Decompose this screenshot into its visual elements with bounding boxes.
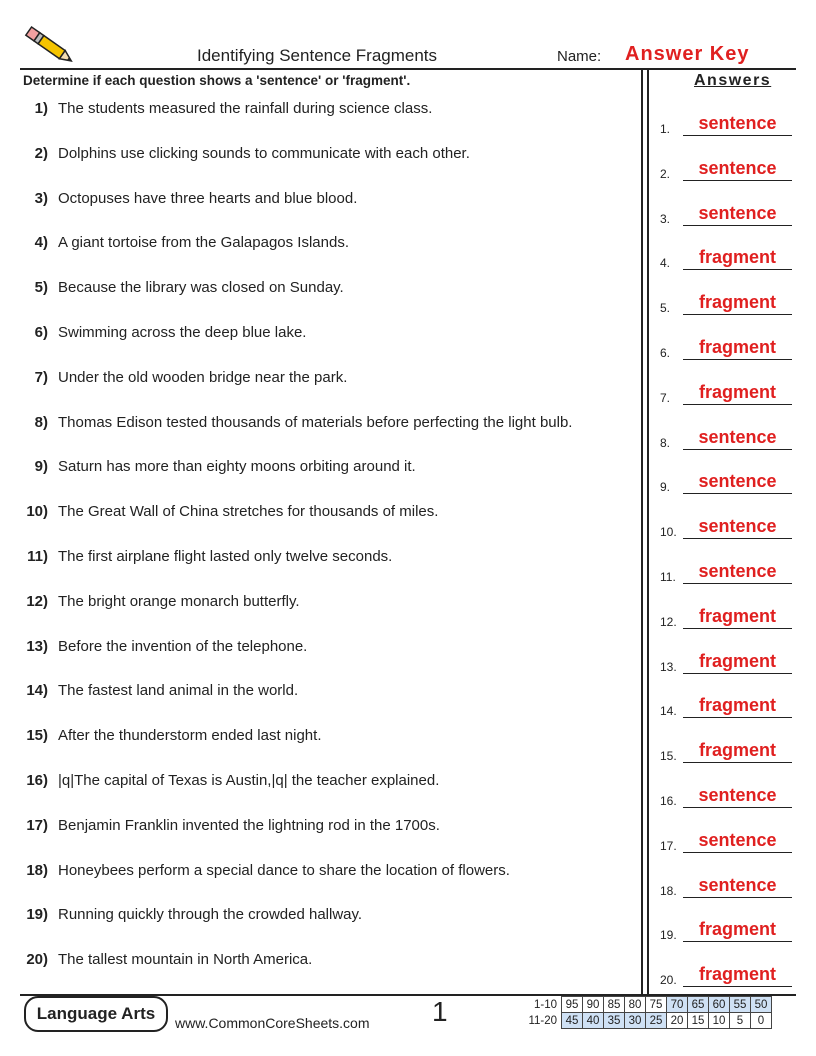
answer-number: 6. [660, 346, 671, 360]
answer-blank-line [683, 135, 792, 136]
pencil-icon [20, 22, 80, 70]
column-divider-right [647, 68, 649, 995]
score-cell: 45 [562, 1013, 583, 1029]
answer-row [660, 242, 796, 272]
answer-blank-line [683, 269, 792, 270]
answer-number: 14. [660, 704, 677, 719]
answer-row [660, 377, 796, 407]
answer-value: sentence [698, 561, 777, 581]
question-text: Thomas Edison tested thousands of materials before perfecting the light bulb. [58, 413, 573, 431]
score-cell: 10 [709, 1013, 730, 1029]
question-text: The bright orange monarch butterfly. [58, 592, 300, 610]
answer-row [660, 422, 796, 452]
site-url: www.CommonCoreSheets.com [175, 1015, 370, 1031]
answer-number: 5. [660, 301, 671, 316]
column-divider-left [641, 68, 643, 995]
score-cell: 90 [583, 997, 604, 1013]
score-cell: 75 [646, 997, 667, 1013]
answer-value: fragment [698, 650, 776, 671]
answer-value: fragment [698, 740, 776, 761]
answer-row [660, 601, 796, 631]
question-number: 3) [34, 189, 48, 207]
answer-row [660, 735, 796, 765]
question-number: 1) [34, 100, 48, 117]
answer-value: sentence [698, 785, 777, 805]
answer-blank-line [683, 493, 792, 494]
score-cell: 40 [583, 1013, 604, 1029]
answer-value: fragment [698, 337, 776, 357]
answer-blank-line [683, 807, 792, 808]
answer-number: 3. [660, 211, 671, 226]
page-number: 1 [432, 996, 448, 1027]
question-row [20, 638, 640, 660]
answer-blank-line [683, 404, 792, 405]
question-number: 17) [26, 816, 48, 834]
answer-value: fragment [698, 292, 776, 313]
question-number: 20) [26, 951, 48, 969]
score-cell: 85 [604, 997, 625, 1013]
answer-blank-line [683, 941, 792, 942]
answer-blank-line [683, 359, 792, 360]
score-row-label: 11-20 [528, 1014, 557, 1027]
question-row [20, 862, 640, 884]
question-number: 11) [27, 548, 48, 565]
answer-number: 18. [660, 883, 677, 898]
answer-number: 10. [660, 525, 677, 540]
answer-number: 20. [660, 973, 677, 988]
question-row [20, 369, 640, 391]
answer-blank-line [683, 986, 792, 987]
question-number: 2) [34, 144, 48, 162]
question-row [20, 145, 640, 167]
question-row [20, 503, 640, 525]
answer-number: 7. [660, 390, 671, 405]
answer-blank-line [683, 538, 792, 539]
question-text: Benjamin Franklin invented the lightning rod in the 1700s. [58, 816, 440, 834]
question-text: The students measured the rainfall during science class. [58, 100, 433, 117]
question-number: 12) [26, 592, 48, 610]
question-text: The first airplane flight lasted only twelve seconds. [58, 548, 393, 565]
answer-number: 16. [660, 794, 677, 808]
answer-value: fragment [698, 381, 776, 402]
question-number: 6) [34, 324, 48, 341]
answer-number: 2. [660, 166, 671, 181]
page-title: Identifying Sentence Fragments [197, 46, 438, 65]
question-text: Octopuses have three hearts and blue blood. [58, 189, 358, 207]
question-text: Running quickly through the crowded hallway. [58, 906, 363, 924]
answer-blank-line [683, 852, 792, 853]
answer-number: 13. [660, 659, 677, 674]
answer-number: 9. [660, 480, 671, 495]
question-text: A giant tortoise from the Galapagos Islands. [58, 234, 349, 252]
answer-row [660, 153, 796, 183]
question-number: 15) [26, 727, 48, 745]
instructions: Determine if each question shows a 'sentence' or 'fragment'. [23, 73, 411, 88]
question-number: 9) [34, 458, 48, 476]
question-text: Before the invention of the telephone. [58, 637, 308, 655]
score-cell: 80 [625, 997, 646, 1013]
answer-blank-line [683, 583, 792, 584]
question-text: Swimming across the deep blue lake. [58, 324, 307, 341]
question-row [20, 234, 640, 256]
answer-row [660, 511, 796, 541]
answer-number: 11. [660, 570, 676, 584]
question-text: Dolphins use clicking sounds to communicate with each other. [58, 144, 470, 162]
answer-row [660, 108, 796, 138]
score-cell: 5 [730, 1013, 751, 1029]
answer-value: fragment [698, 605, 776, 626]
answer-value: sentence [698, 202, 777, 223]
answer-blank-line [683, 762, 792, 763]
answer-row [660, 646, 796, 676]
score-cell: 60 [709, 997, 730, 1013]
answer-blank-line [683, 897, 792, 898]
question-text: Saturn has more than eighty moons orbiting around it. [58, 458, 416, 476]
question-number: 5) [34, 279, 48, 297]
question-text: The fastest land animal in the world. [58, 682, 299, 700]
answer-blank-line [683, 717, 792, 718]
answer-blank-line [683, 225, 792, 226]
question-text: The Great Wall of China stretches for thousands of miles. [58, 503, 439, 521]
answer-number: 17. [660, 838, 677, 853]
question-number: 18) [26, 861, 48, 879]
answer-row [660, 959, 796, 989]
question-number: 19) [26, 906, 48, 924]
question-text: The tallest mountain in North America. [58, 951, 313, 969]
score-row [525, 997, 772, 1013]
question-row [20, 817, 640, 839]
answer-row [660, 914, 796, 944]
question-row [20, 414, 640, 436]
answer-value: sentence [698, 426, 777, 447]
question-text: After the thunderstorm ended last night. [58, 727, 322, 745]
score-cell: 35 [604, 1013, 625, 1029]
answer-value: sentence [698, 471, 777, 492]
question-row [20, 906, 640, 928]
answer-row [660, 556, 796, 586]
answer-value: sentence [698, 157, 777, 178]
answer-value: fragment [698, 247, 776, 268]
question-text: Because the library was closed on Sunday. [58, 279, 344, 297]
subject-badge: Language Arts [24, 996, 168, 1032]
score-row-label: 1-10 [533, 998, 557, 1011]
answer-value: sentence [698, 874, 777, 895]
answer-value: sentence [698, 516, 777, 537]
answer-blank-line [683, 314, 792, 315]
question-row [20, 772, 640, 794]
question-text: Honeybees perform a special dance to share the location of flowers. [58, 861, 510, 879]
answer-value: sentence [698, 829, 777, 850]
answer-blank-line [683, 673, 792, 674]
question-row [20, 190, 640, 212]
score-cell: 30 [625, 1013, 646, 1029]
answer-number: 4. [660, 256, 671, 271]
score-cell: 0 [751, 1013, 772, 1029]
answer-number: 15. [660, 749, 677, 764]
answer-value: sentence [698, 113, 777, 133]
score-table [525, 996, 772, 1029]
score-cell: 65 [688, 997, 709, 1013]
score-cell: 55 [730, 997, 751, 1013]
question-row [20, 548, 640, 570]
answer-value: fragment [698, 919, 776, 940]
question-number: 14) [26, 682, 48, 700]
question-row [20, 593, 640, 615]
answer-row [660, 780, 796, 810]
question-row [20, 727, 640, 749]
question-row [20, 279, 640, 301]
question-row [20, 100, 640, 122]
score-cell: 70 [667, 997, 688, 1013]
answer-number: 19. [660, 928, 677, 943]
question-row [20, 458, 640, 480]
answer-value: fragment [698, 964, 776, 985]
answer-number: 12. [660, 614, 677, 629]
answer-number: 8. [660, 435, 671, 450]
score-cell: 95 [562, 997, 583, 1013]
question-number: 4) [34, 234, 48, 252]
answer-blank-line [683, 449, 792, 450]
score-cell: 15 [688, 1013, 709, 1029]
answer-blank-line [683, 628, 792, 629]
score-cell: 50 [751, 997, 772, 1013]
score-cell: 20 [667, 1013, 688, 1029]
question-number: 13) [26, 637, 48, 655]
question-number: 16) [26, 772, 48, 789]
answer-row [660, 825, 796, 855]
question-number: 7) [34, 368, 48, 386]
question-row [20, 951, 640, 973]
answer-row [660, 198, 796, 228]
answer-key-label: Answer Key [625, 43, 750, 65]
answers-heading: Answers [694, 72, 772, 89]
question-number: 8) [34, 413, 48, 431]
answer-blank-line [683, 180, 792, 181]
answer-row [660, 466, 796, 496]
answer-row [660, 690, 796, 720]
answer-number: 1. [660, 122, 671, 136]
question-row [20, 324, 640, 346]
answer-row [660, 332, 796, 362]
score-cell: 25 [646, 1013, 667, 1029]
answer-row [660, 287, 796, 317]
score-row [525, 1013, 772, 1029]
header-rule [20, 68, 796, 70]
name-label: Name: [557, 48, 602, 65]
answer-row [660, 870, 796, 900]
question-row [20, 682, 640, 704]
answer-value: fragment [698, 695, 776, 716]
question-text: Under the old wooden bridge near the park. [58, 368, 348, 386]
question-text: |q|The capital of Texas is Austin,|q| the teacher explained. [58, 772, 440, 789]
question-number: 10) [26, 503, 48, 521]
